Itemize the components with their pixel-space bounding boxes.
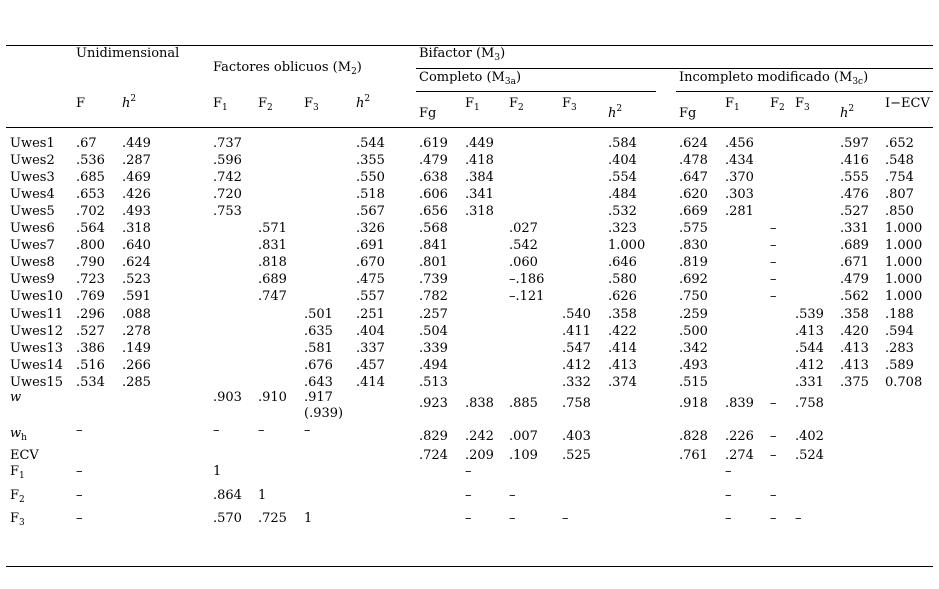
table-cell: .251 [356, 307, 385, 322]
row-label: Uwes13 [10, 341, 63, 356]
table-cell: .494 [419, 358, 448, 373]
table-cell: .769 [76, 289, 105, 304]
column-header: $h^2$ [608, 104, 623, 121]
stat-cell: .828 [679, 429, 708, 444]
table-cell: – [770, 221, 777, 236]
table-cell: .807 [885, 187, 914, 202]
table-cell: .449 [122, 136, 151, 151]
stat-cell: – [465, 488, 472, 503]
table-cell: .341 [465, 187, 494, 202]
table-cell: .550 [356, 170, 385, 185]
table-cell: .475 [356, 272, 385, 287]
table-cell: .624 [122, 255, 151, 270]
header-rule [6, 127, 933, 128]
table-cell: .536 [76, 153, 105, 168]
column-header: $F_3$ [304, 96, 319, 113]
column-header: $h^2$ [356, 94, 371, 111]
table-cell: .449 [465, 136, 494, 151]
stat-cell: .242 [465, 429, 494, 444]
table-cell: –.186 [509, 272, 545, 287]
table-cell: .188 [885, 307, 914, 322]
row-label: Uwes1 [10, 136, 55, 151]
table-cell: .515 [679, 375, 708, 390]
table-cell: .479 [419, 153, 448, 168]
stat-label: w [10, 390, 22, 405]
table-cell: .478 [679, 153, 708, 168]
table-cell: .501 [304, 307, 333, 322]
table-cell: .476 [840, 187, 869, 202]
table-cell: .754 [885, 170, 914, 185]
table-cell: .801 [419, 255, 448, 270]
stat-cell: – [213, 423, 220, 438]
table-cell: .800 [76, 238, 105, 253]
stat-cell: – [76, 464, 83, 479]
table-cell: .404 [608, 153, 637, 168]
table-cell: .532 [608, 204, 637, 219]
stat-cell: – [725, 488, 732, 503]
table-cell: .370 [725, 170, 754, 185]
table-cell: .544 [795, 341, 824, 356]
table-cell: .830 [679, 238, 708, 253]
table-cell: .296 [76, 307, 105, 322]
table-cell: .647 [679, 170, 708, 185]
row-label: Uwes9 [10, 272, 55, 287]
stat-cell: – [770, 396, 777, 411]
table-cell: .413 [795, 324, 824, 339]
table-cell: .818 [258, 255, 287, 270]
table-cell: 0.708 [885, 375, 923, 390]
table-cell: .413 [840, 341, 869, 356]
column-header: $h^2$ [122, 94, 137, 111]
stat-cell: .839 [725, 396, 754, 411]
table-cell: .331 [795, 375, 824, 390]
table-cell: 1.000 [885, 255, 923, 270]
row-label: Uwes12 [10, 324, 63, 339]
row-label: Uwes15 [10, 375, 63, 390]
stat-cell: .226 [725, 429, 754, 444]
table-cell: .386 [76, 341, 105, 356]
table-cell: .635 [304, 324, 333, 339]
table-cell: .542 [509, 238, 538, 253]
table-cell: .831 [258, 238, 287, 253]
column-header: $F_2$ [509, 96, 524, 113]
stat-cell: .403 [562, 429, 591, 444]
table-cell: .568 [419, 221, 448, 236]
table-cell: .643 [304, 375, 333, 390]
stat-cell: – [770, 448, 777, 463]
table-cell: .266 [122, 358, 151, 373]
table-cell: 1.000 [608, 238, 646, 253]
table-cell: .747 [258, 289, 287, 304]
table-cell: .638 [419, 170, 448, 185]
table-cell: .027 [509, 221, 538, 236]
table-cell: .420 [840, 324, 869, 339]
group-incomplete: Incompleto modificado $(M_{3c})$ [679, 70, 869, 87]
row-label: Uwes14 [10, 358, 63, 373]
bifactor-rule [416, 68, 933, 69]
stat-cell: – [770, 488, 777, 503]
table-cell: .513 [419, 375, 448, 390]
table-cell: .750 [679, 289, 708, 304]
stat-cell: – [76, 423, 83, 438]
table-cell: .484 [608, 187, 637, 202]
row-label: Uwes5 [10, 204, 55, 219]
table-cell: .544 [356, 136, 385, 151]
table-cell: .723 [76, 272, 105, 287]
table-cell: .581 [304, 341, 333, 356]
table-cell: .564 [76, 221, 105, 236]
column-header: $F_2$ [770, 96, 785, 113]
stat-cell: .885 [509, 396, 538, 411]
table-cell: .737 [213, 136, 242, 151]
stat-cell: .917 [304, 390, 333, 405]
stat-cell: – [465, 464, 472, 479]
table-cell: 1.000 [885, 272, 923, 287]
table-cell: .337 [356, 341, 385, 356]
stat-cell: .829 [419, 429, 448, 444]
table-cell: .384 [465, 170, 494, 185]
stat-cell: .923 [419, 396, 448, 411]
table-cell: .375 [840, 375, 869, 390]
stat-cell: .209 [465, 448, 494, 463]
stat-label: $w_h$ [10, 426, 27, 443]
table-cell: .67 [76, 136, 97, 151]
table-cell: .060 [509, 255, 538, 270]
stat-label: ECV [10, 448, 39, 463]
table-cell: .689 [258, 272, 287, 287]
stat-cell: .918 [679, 396, 708, 411]
table-cell: .456 [725, 136, 754, 151]
table-cell: .850 [885, 204, 914, 219]
table-cell: .342 [679, 341, 708, 356]
table-cell: – [770, 255, 777, 270]
table-cell: .742 [213, 170, 242, 185]
stat-cell: – [562, 511, 569, 526]
row-label: Uwes3 [10, 170, 55, 185]
column-header: F [76, 96, 86, 111]
stat-cell: .570 [213, 511, 242, 526]
table-cell: .819 [679, 255, 708, 270]
table-cell: .571 [258, 221, 287, 236]
table-cell: .790 [76, 255, 105, 270]
column-header: $F_1$ [725, 96, 740, 113]
table-cell: .540 [562, 307, 591, 322]
table-cell: .527 [840, 204, 869, 219]
table-cell: .318 [122, 221, 151, 236]
column-header: $F_3$ [795, 96, 810, 113]
stat-label: $F_3$ [10, 511, 25, 528]
stat-cell: .007 [509, 429, 538, 444]
table-cell: .589 [885, 358, 914, 373]
table-cell: .689 [840, 238, 869, 253]
table-cell: .404 [356, 324, 385, 339]
stat-cell: – [509, 488, 516, 503]
stat-cell: .838 [465, 396, 494, 411]
table-cell: .676 [304, 358, 333, 373]
column-header: $h^2$ [840, 104, 855, 121]
table-cell: .685 [76, 170, 105, 185]
table-cell: .323 [608, 221, 637, 236]
table-cell: .500 [679, 324, 708, 339]
table-cell: .358 [840, 307, 869, 322]
column-header: I−ECV [885, 96, 930, 111]
table-cell: – [770, 289, 777, 304]
group-complete: Completo $(M_{3a})$ [419, 70, 522, 87]
stat-cell: .109 [509, 448, 538, 463]
table-cell: .646 [608, 255, 637, 270]
table-cell: .669 [679, 204, 708, 219]
table-cell: .640 [122, 238, 151, 253]
stat-cell: .402 [795, 429, 824, 444]
table-cell: .739 [419, 272, 448, 287]
table-cell: .620 [679, 187, 708, 202]
row-label: Uwes2 [10, 153, 55, 168]
table-cell: – [770, 238, 777, 253]
stat-cell: .761 [679, 448, 708, 463]
table-cell: .652 [885, 136, 914, 151]
table-cell: .414 [608, 341, 637, 356]
stat-cell: .524 [795, 448, 824, 463]
table-cell: .412 [795, 358, 824, 373]
table-cell: .149 [122, 341, 151, 356]
stat-extra: (.939) [304, 406, 344, 421]
row-label: Uwes6 [10, 221, 55, 236]
table-cell: .596 [213, 153, 242, 168]
table-cell: .412 [562, 358, 591, 373]
table-cell: .493 [679, 358, 708, 373]
table-cell: .671 [840, 255, 869, 270]
table-cell: .653 [76, 187, 105, 202]
stat-cell: .910 [258, 390, 287, 405]
stat-cell: .274 [725, 448, 754, 463]
group-unidimensional: Unidimensional [76, 46, 180, 61]
table-cell: .479 [840, 272, 869, 287]
stat-cell: 1 [258, 488, 267, 503]
table-cell: .469 [122, 170, 151, 185]
table-cell: .720 [213, 187, 242, 202]
table-cell: .626 [608, 289, 637, 304]
table-cell: .567 [356, 204, 385, 219]
stat-cell: – [770, 511, 777, 526]
table-cell: .281 [725, 204, 754, 219]
table-cell: .782 [419, 289, 448, 304]
table-cell: .413 [840, 358, 869, 373]
table-cell: .493 [122, 204, 151, 219]
table-cell: .591 [122, 289, 151, 304]
stat-cell: – [725, 511, 732, 526]
table-cell: .504 [419, 324, 448, 339]
table-cell: .422 [608, 324, 637, 339]
table-cell: .555 [840, 170, 869, 185]
stat-cell: .758 [562, 396, 591, 411]
stat-cell: .724 [419, 448, 448, 463]
table-cell: .619 [419, 136, 448, 151]
table-cell: .088 [122, 307, 151, 322]
table-cell: .339 [419, 341, 448, 356]
table-cell: .318 [465, 204, 494, 219]
column-header: $F_2$ [258, 96, 273, 113]
table-cell: .753 [213, 204, 242, 219]
table-cell: .411 [562, 324, 591, 339]
table-cell: .691 [356, 238, 385, 253]
stat-cell: – [76, 488, 83, 503]
table-cell: .527 [76, 324, 105, 339]
table-cell: .562 [840, 289, 869, 304]
stat-cell: – [509, 511, 516, 526]
stat-cell: 1 [304, 511, 313, 526]
table-cell: .692 [679, 272, 708, 287]
table-cell: .547 [562, 341, 591, 356]
table-cell: .656 [419, 204, 448, 219]
table-cell: .331 [840, 221, 869, 236]
table-cell: .457 [356, 358, 385, 373]
stat-cell: – [465, 511, 472, 526]
table-cell: .257 [419, 307, 448, 322]
column-header: $F_1$ [213, 96, 228, 113]
stat-label: $F_1$ [10, 464, 25, 481]
table-cell: .434 [725, 153, 754, 168]
table-cell: .523 [122, 272, 151, 287]
table-cell: .416 [840, 153, 869, 168]
column-header: Fg [419, 106, 437, 121]
stat-cell: .758 [795, 396, 824, 411]
table-cell: 1.000 [885, 289, 923, 304]
table-cell: .259 [679, 307, 708, 322]
table-cell: 1.000 [885, 221, 923, 236]
table-cell: .624 [679, 136, 708, 151]
table-cell: .580 [608, 272, 637, 287]
stat-cell: – [76, 511, 83, 526]
table-cell: .287 [122, 153, 151, 168]
table-cell: 1.000 [885, 238, 923, 253]
stat-cell: .725 [258, 511, 287, 526]
table-cell: .414 [356, 375, 385, 390]
table-cell: .557 [356, 289, 385, 304]
column-header: $F_3$ [562, 96, 577, 113]
stat-cell: – [725, 464, 732, 479]
table-cell: .597 [840, 136, 869, 151]
table-cell: – [770, 272, 777, 287]
row-label: Uwes8 [10, 255, 55, 270]
group-oblique: Factores oblicuos $(M_2)$ [213, 60, 362, 77]
stat-cell: – [258, 423, 265, 438]
table-cell: .426 [122, 187, 151, 202]
stat-cell: 1 [213, 464, 222, 479]
row-label: Uwes10 [10, 289, 63, 304]
table-cell: .413 [608, 358, 637, 373]
stat-cell: .864 [213, 488, 242, 503]
stat-cell: .525 [562, 448, 591, 463]
incomplete-rule [676, 91, 933, 92]
table-cell: .702 [76, 204, 105, 219]
table-cell: .584 [608, 136, 637, 151]
stat-cell: .903 [213, 390, 242, 405]
table-cell: .534 [76, 375, 105, 390]
table-cell: .326 [356, 221, 385, 236]
table-cell: .374 [608, 375, 637, 390]
table-cell: .539 [795, 307, 824, 322]
table-cell: .670 [356, 255, 385, 270]
table-cell: .332 [562, 375, 591, 390]
stat-cell: – [304, 423, 311, 438]
table-cell: .516 [76, 358, 105, 373]
table-cell: .548 [885, 153, 914, 168]
table-cell: –.121 [509, 289, 545, 304]
table-cell: .283 [885, 341, 914, 356]
table-cell: .303 [725, 187, 754, 202]
table-cell: .594 [885, 324, 914, 339]
row-label: Uwes11 [10, 307, 63, 322]
bottom-rule [6, 566, 933, 567]
table-cell: .278 [122, 324, 151, 339]
column-header: $F_1$ [465, 96, 480, 113]
row-label: Uwes4 [10, 187, 55, 202]
row-label: Uwes7 [10, 238, 55, 253]
table-cell: .285 [122, 375, 151, 390]
stat-label: $F_2$ [10, 488, 25, 505]
table-cell: .606 [419, 187, 448, 202]
column-header: Fg [679, 106, 697, 121]
table-cell: .575 [679, 221, 708, 236]
table-cell: .358 [608, 307, 637, 322]
table-cell: .518 [356, 187, 385, 202]
table-cell: .841 [419, 238, 448, 253]
table-cell: .554 [608, 170, 637, 185]
group-bifactor: Bifactor $(M_3)$ [419, 46, 506, 63]
stat-cell: – [795, 511, 802, 526]
complete-rule [416, 91, 656, 92]
table-cell: .355 [356, 153, 385, 168]
stat-cell: – [770, 429, 777, 444]
table-cell: .418 [465, 153, 494, 168]
